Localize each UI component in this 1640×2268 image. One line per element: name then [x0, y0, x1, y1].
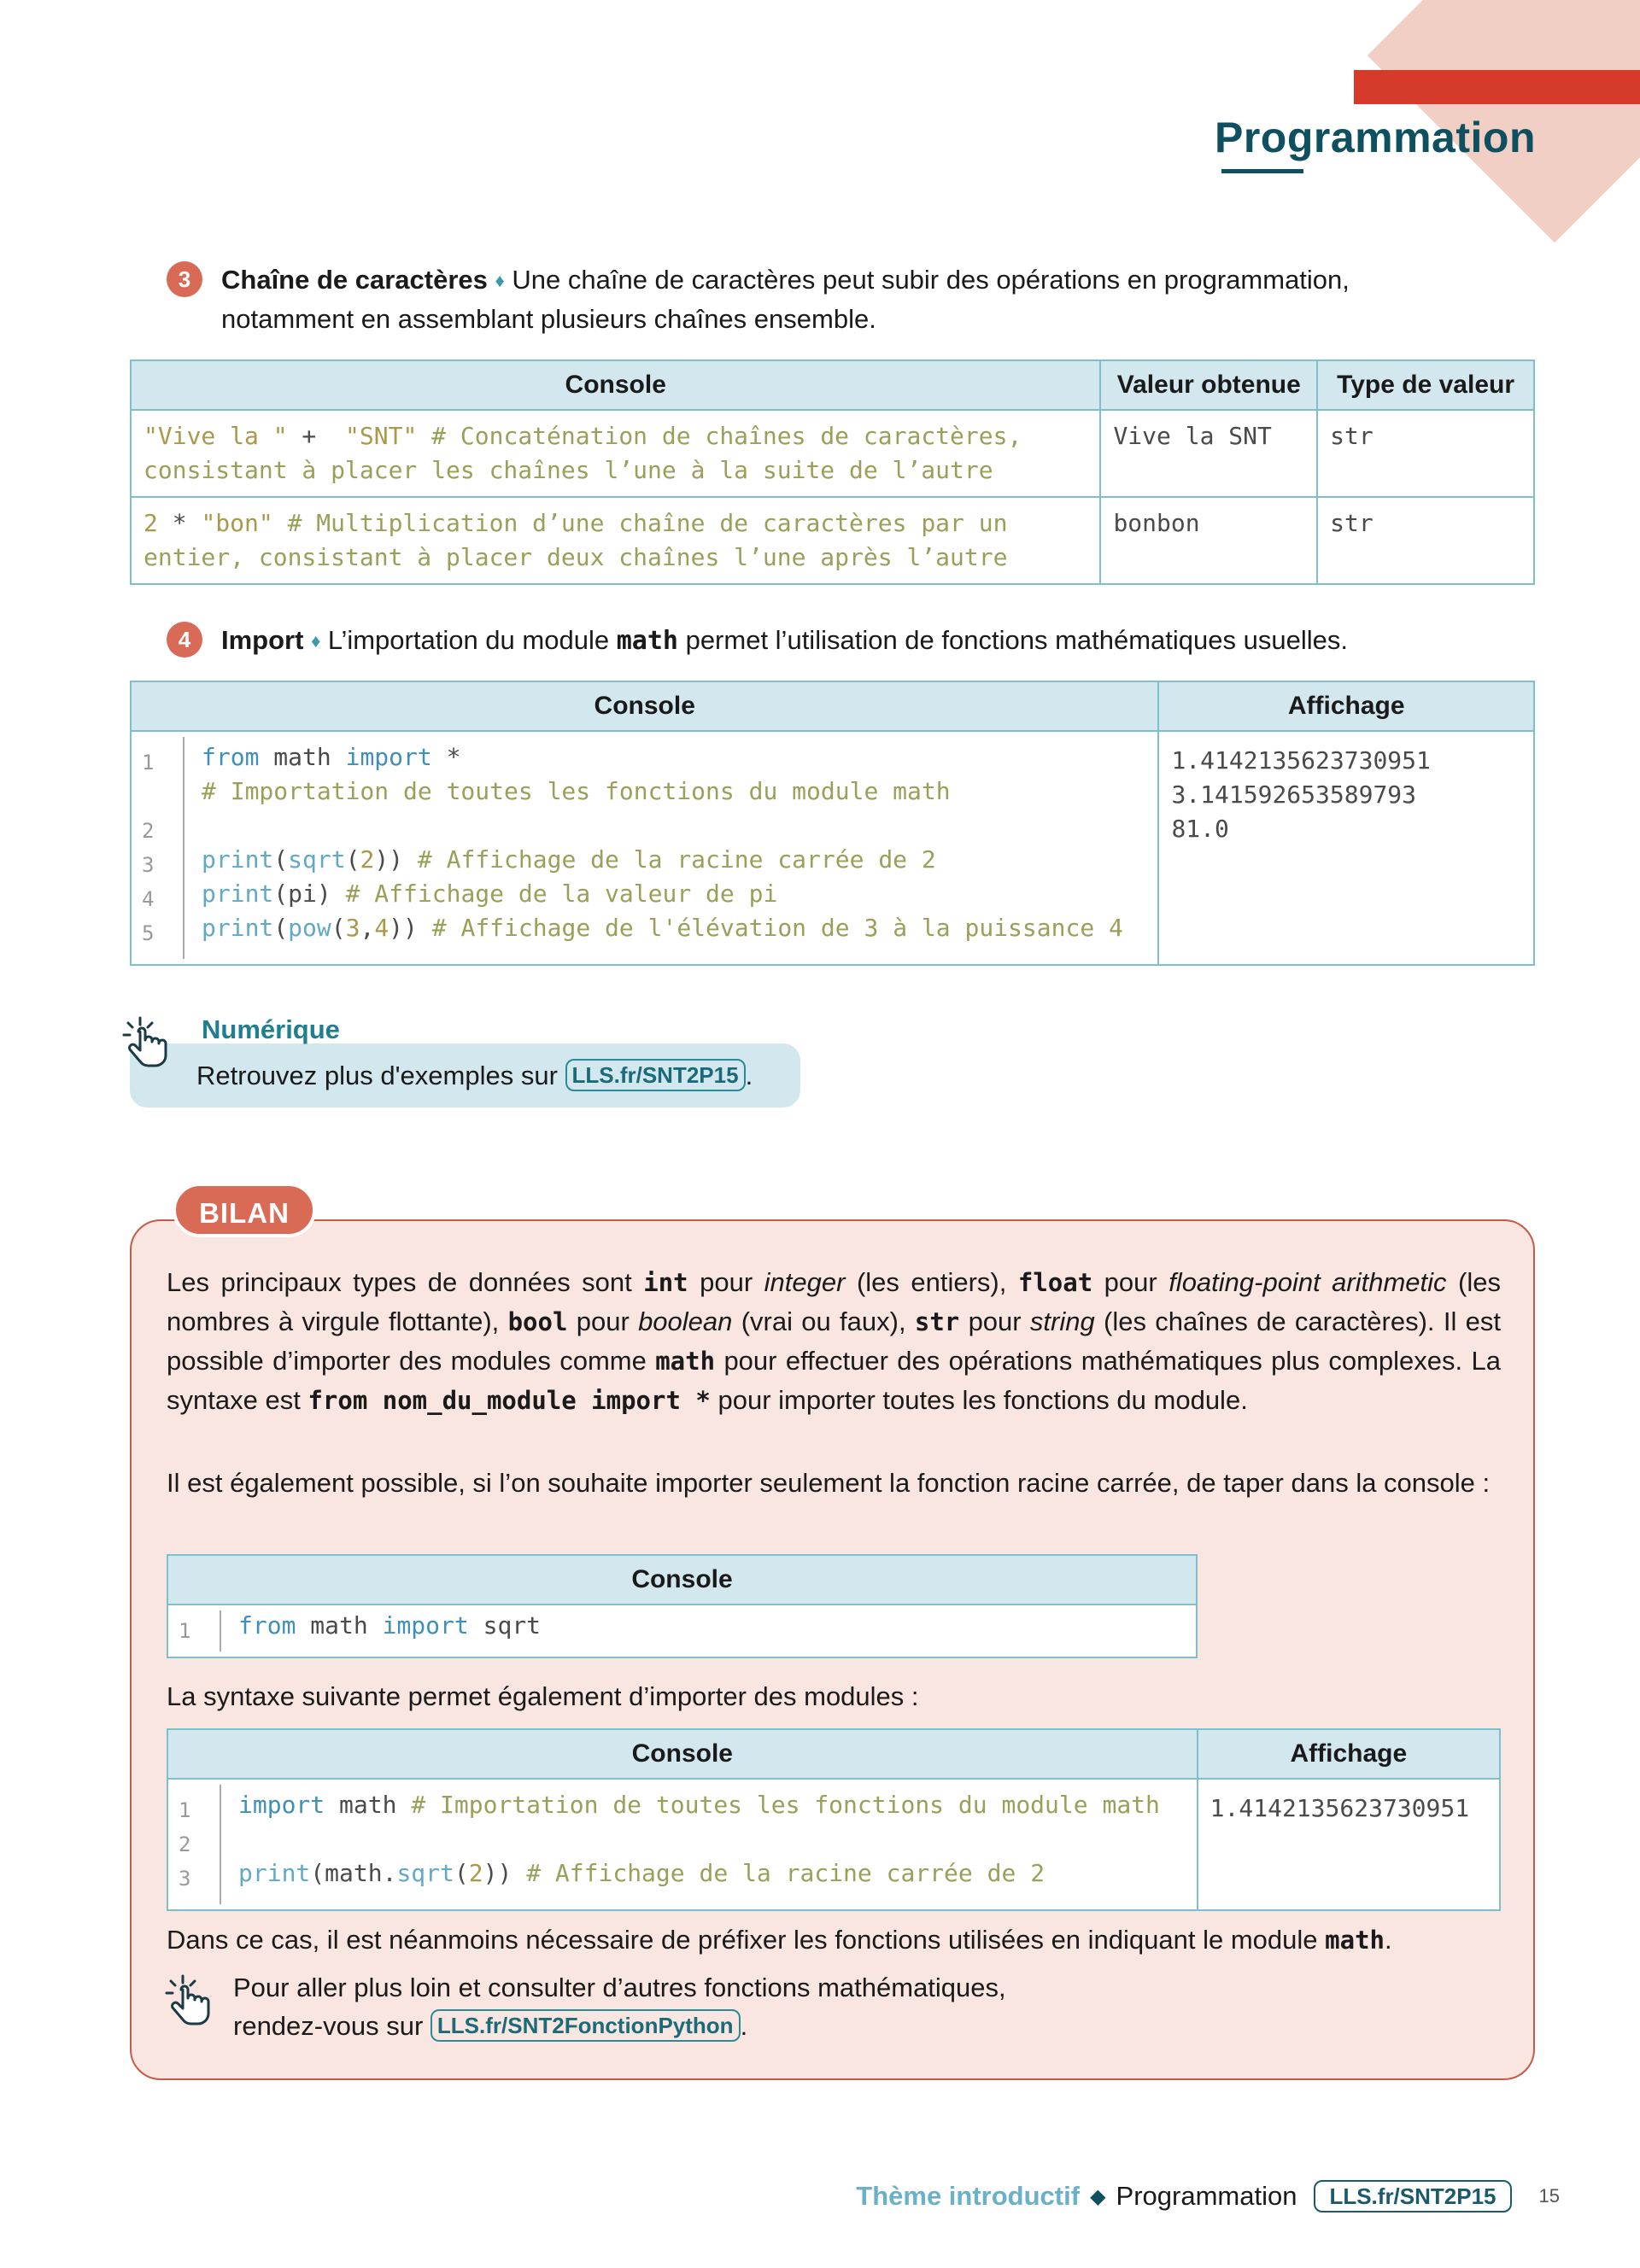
code-lines: from math import sqrt [238, 1611, 542, 1640]
col-console: Console [167, 1555, 1197, 1605]
col-output: Affichage [1198, 1729, 1500, 1779]
col-type: Type de valeur [1317, 360, 1534, 410]
footer-chapter: Programmation [1116, 2181, 1297, 2211]
value-cell: bonbon [1100, 497, 1317, 584]
section-3-text-2: notamment en assemblant plusieurs chaînes ensemble. [221, 304, 876, 334]
section-4-intro: Import ♦ L’importation du module math permet l’utilisation de fonctions mathématiques usuelles. [221, 625, 1348, 656]
code-cell: "Vive la " + "SNT" # Concaténation de chaînes de caractères, consistant à placer les chaînes l’une à la suite de l’autre [131, 410, 1100, 497]
diamond-icon: ◆ [1090, 2184, 1106, 2208]
section-3-title: Chaîne de caractères [221, 265, 488, 295]
col-console: Console [167, 1729, 1198, 1779]
header-decoration-bar [1354, 70, 1640, 104]
hand-pointer-icon [120, 1014, 176, 1071]
code-lines: from math import * # Importation de toutes les fonctions du module math print(sqrt(2)) # Affichage de la racine carrée de 2 print(pi) # Affichage de la valeur de pi print(pow(3,4)) # Affichage de l'élévation de 3 à la puissance 4 [202, 743, 1123, 942]
code-cell [167, 1605, 1197, 1657]
inline-keyword: math [616, 626, 678, 656]
page-footer [856, 2179, 1560, 2213]
import-table [130, 681, 1535, 966]
line-numbers: 1 2 3 [168, 1785, 221, 1904]
table-row [131, 410, 1534, 497]
bilan-paragraph-2: Il est également possible, si l’on souhaite importer seulement la fonction racine carrée, de taper dans la console : [167, 1468, 1491, 1498]
page-number: 15 [1538, 2185, 1560, 2207]
output-cell: 1.4142135623730951 3.141592653589793 81.0 [1158, 731, 1534, 965]
string-ops-table [130, 359, 1535, 585]
bilan-tag: BILAN [173, 1183, 316, 1237]
code-cell: 2 * "bon" # Multiplication d’une chaîne de caractères par un entier, consistant à placer deux chaînes l’une après l’autre [131, 497, 1100, 584]
code-lines: import math # Importation de toutes les fonctions du module math print(math.sqrt(2)) # Affichage de la racine carrée de 2 [238, 1791, 1160, 1887]
type-cell: str [1317, 410, 1534, 497]
hand-pointer-icon [162, 1973, 219, 2029]
numerique-title: Numérique [202, 1014, 340, 1044]
col-console: Console [131, 360, 1100, 410]
section-3-intro [221, 260, 1520, 338]
code-cell [131, 731, 1158, 965]
diamond-icon: ♦ [311, 630, 321, 652]
diamond-icon: ♦ [495, 270, 505, 291]
section-4-badge: 4 [167, 622, 202, 658]
page-title: Programmation [1214, 114, 1536, 161]
section-3-text: Une chaîne de caractères peut subir des opérations en programmation, [512, 265, 1350, 295]
footer-link[interactable]: LLS.fr/SNT2P15 [1314, 2180, 1511, 2212]
output-cell: 1.4142135623730951 [1198, 1779, 1500, 1910]
bilan-paragraph-1: Les principaux types de données sont int pour integer (les entiers), float pour floating-point arithmetic (les nombres à virgule flottante), bool pour boolean (vrai ou faux), str pour string (les chaînes de caractères). Il est possible d’importer des modules comme math pour effectuer des opérations mathématiques plus complexes. La syntaxe est from nom_du_module import * pour importer toutes les fonctions du module. [167, 1267, 1501, 1415]
value-cell: Vive la SNT [1100, 410, 1317, 497]
section-3-badge: 3 [167, 261, 202, 297]
footer-theme: Thème introductif [856, 2181, 1081, 2211]
col-console: Console [131, 681, 1158, 731]
bilan-paragraph-5: Pour aller plus loin et consulter d’autres fonctions mathématiques, rendez-vous sur LLS.fr/SNT2FonctionPython . [233, 1973, 1006, 2041]
title-underline [1221, 169, 1303, 173]
col-output: Affichage [1158, 681, 1534, 731]
col-value: Valeur obtenue [1100, 360, 1317, 410]
bilan-console-table [167, 1554, 1198, 1658]
table-row [131, 497, 1534, 584]
fonction-python-link[interactable]: LLS.fr/SNT2FonctionPython [430, 2009, 741, 2042]
section-4-title: Import [221, 625, 304, 655]
bilan-import-table [167, 1728, 1501, 1911]
numerique-text: Retrouvez plus d'exemples sur LLS.fr/SNT2P15 . [196, 1061, 753, 1090]
type-cell: str [1317, 497, 1534, 584]
line-numbers: 1 [168, 1610, 221, 1651]
numerique-link[interactable]: LLS.fr/SNT2P15 [565, 1059, 746, 1091]
code-cell [167, 1779, 1198, 1910]
line-numbers: 1 2 3 4 5 [132, 737, 184, 959]
bilan-paragraph-4: Dans ce cas, il est néanmoins nécessaire de préfixer les fonctions utilisées en indiquant le module math. [167, 1925, 1392, 1955]
bilan-paragraph-3: La syntaxe suivante permet également d’importer des modules : [167, 1681, 919, 1711]
